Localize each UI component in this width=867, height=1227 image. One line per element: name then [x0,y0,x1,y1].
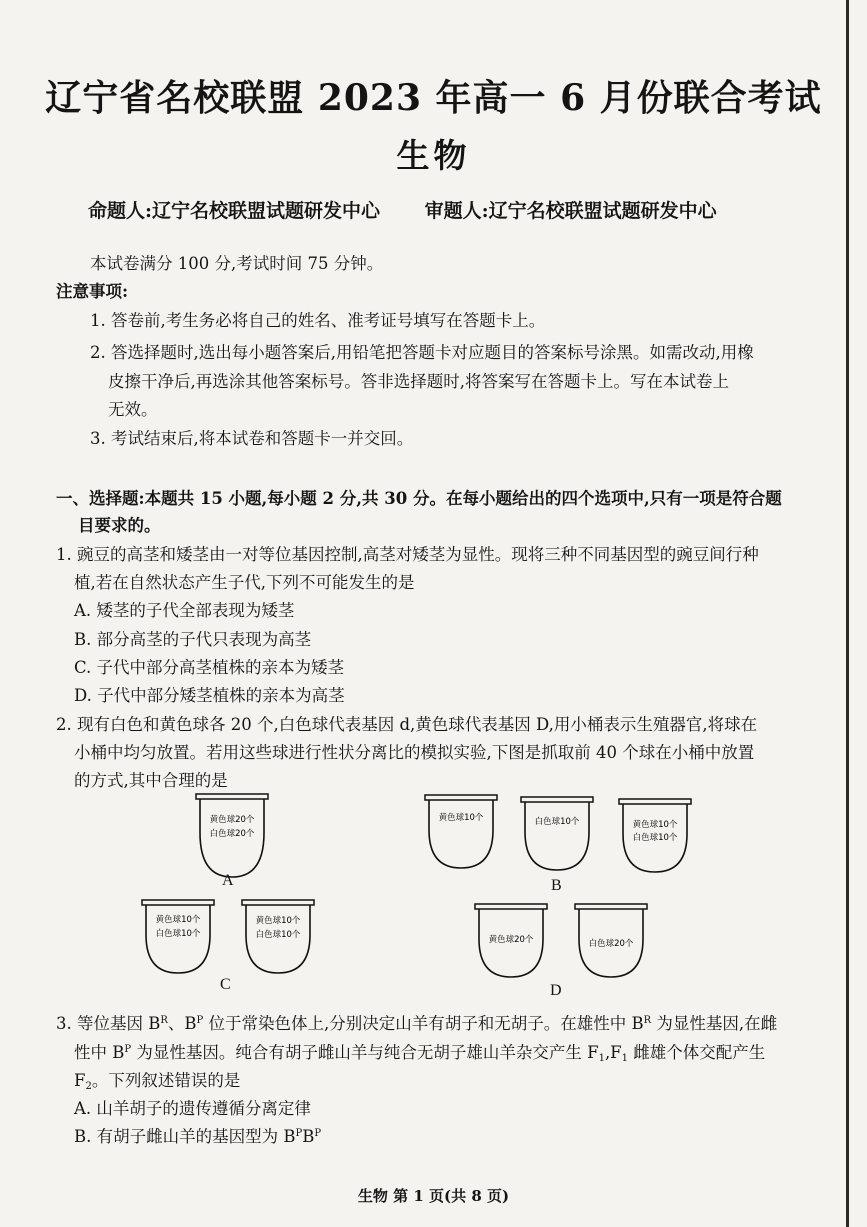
note-2-line2: 皮擦干净后,再选涂其他答案标号。答非选择题时,将答案写在答题卡上。写在本试卷上 [108,372,729,391]
bucket-b3-line1: 黄色球10个 [632,820,678,830]
q2-stem-line2: 小桶中均匀放置。若用这些球进行性状分离比的模拟实验,下图是抓取前 40 个球在小桶中放置 [74,743,755,762]
intro-text: 本试卷满分 100 分,考试时间 75 分钟。 [90,254,384,273]
reviewer-label: 审题人:辽宁名校联盟试题研发中心 [424,200,717,222]
note-2-line3: 无效。 [108,400,158,419]
bucket-b1-line1: 黄色球10个 [438,813,484,823]
bucket-c2-line2: 白色球10个 [255,930,301,940]
bucket-c1-line1: 黄色球10个 [155,915,201,925]
bucket-d2 [573,903,649,979]
note-2-line1: 2. 答选择题时,选出每小题答案后,用铅笔把答题卡对应题目的答案标号涂黑。如需改动,用橡 [90,343,754,362]
bucket-c2 [240,899,316,975]
figure-label-a: A [222,872,234,889]
q3-stem-line1: 3. 等位基因 $B^R$、$B^P$ 位于常染色体上,分别决定山羊有胡子和无胡子。在雄性中 $B^R$ 为显性基因,在雌 [56,1014,778,1033]
q1-option-c: C. 子代中部分高茎植株的亲本为矮茎 [74,658,345,677]
q1-stem-line1: 1. 豌豆的高茎和矮茎由一对等位基因控制,高茎对矮茎为显性。现将三种不同基因型的豌豆间行种 [56,545,759,564]
authors-line [88,196,755,223]
bucket-c1-line2: 白色球10个 [155,929,201,939]
q2-stem-line3: 的方式,其中合理的是 [74,771,228,790]
q3-option-b: B. 有胡子雌山羊的基因型为 $B^PB^P$ [74,1127,322,1146]
figure-label-c: C [220,976,231,993]
page-footer: 生物 第 1 页(共 8 页) [357,1187,510,1205]
q3-stem-line2: 性中 $B^P$ 为显性基因。纯合有胡子雌山羊与纯合无胡子雄山羊杂交产生 $F_1,F_1$ 雌雄个体交配产生 [74,1043,766,1064]
note-3: 3. 考试结束后,将本试卷和答题卡一并交回。 [90,429,414,448]
figure-label-b: B [551,877,562,894]
q2-stem-line1: 2. 现有白色和黄色球各 20 个,白色球代表基因 d,黄色球代表基因 D,用小桶表示生殖器官,将球在 [56,715,758,734]
bucket-c1 [140,899,216,975]
bucket-a [194,793,270,879]
exam-title: 辽宁省名校联盟 2023 年高一 6 月份联合考试 [45,77,822,119]
bucket-a-line2: 白色球20个 [209,829,255,839]
subject-title: 生物 [396,136,471,175]
q3-stem-line3: $F_2$。下列叙述错误的是 [74,1071,241,1092]
section-heading-line1: 一、选择题:本题共 15 小题,每小题 2 分,共 30 分。在每小题给出的四个选项中,只有一项是符合题 [56,489,782,508]
bucket-d1 [473,903,549,979]
bucket-d2-line1: 白色球20个 [588,939,634,949]
bucket-b3-line2: 白色球10个 [632,833,678,843]
bucket-a-line1: 黄色球20个 [209,815,255,825]
q1-option-a: A. 矮茎的子代全部表现为矮茎 [74,601,295,620]
q1-option-d: D. 子代中部分矮茎植株的亲本为高茎 [74,686,345,705]
bucket-b3 [617,798,693,874]
q3-option-a: A. 山羊胡子的遗传遵循分离定律 [74,1099,311,1118]
bucket-c2-line1: 黄色球10个 [255,916,301,926]
bucket-b2-line1: 白色球10个 [534,817,580,827]
note-1: 1. 答卷前,考生务必将自己的姓名、准考证号填写在答题卡上。 [90,311,546,330]
bucket-d1-line1: 黄色球20个 [488,935,534,945]
bucket-b1 [423,794,499,870]
setter-label: 命题人:辽宁名校联盟试题研发中心 [88,200,381,222]
q1-option-b: B. 部分高茎的子代只表现为高茎 [74,630,312,649]
notes-heading: 注意事项: [56,282,129,301]
q1-stem-line2: 植,若在自然状态产生子代,下列不可能发生的是 [74,573,415,592]
figure-label-d: D [550,982,562,999]
page-edge [846,0,849,1227]
bucket-b2 [519,796,595,872]
section-heading-line2: 目要求的。 [78,516,161,535]
